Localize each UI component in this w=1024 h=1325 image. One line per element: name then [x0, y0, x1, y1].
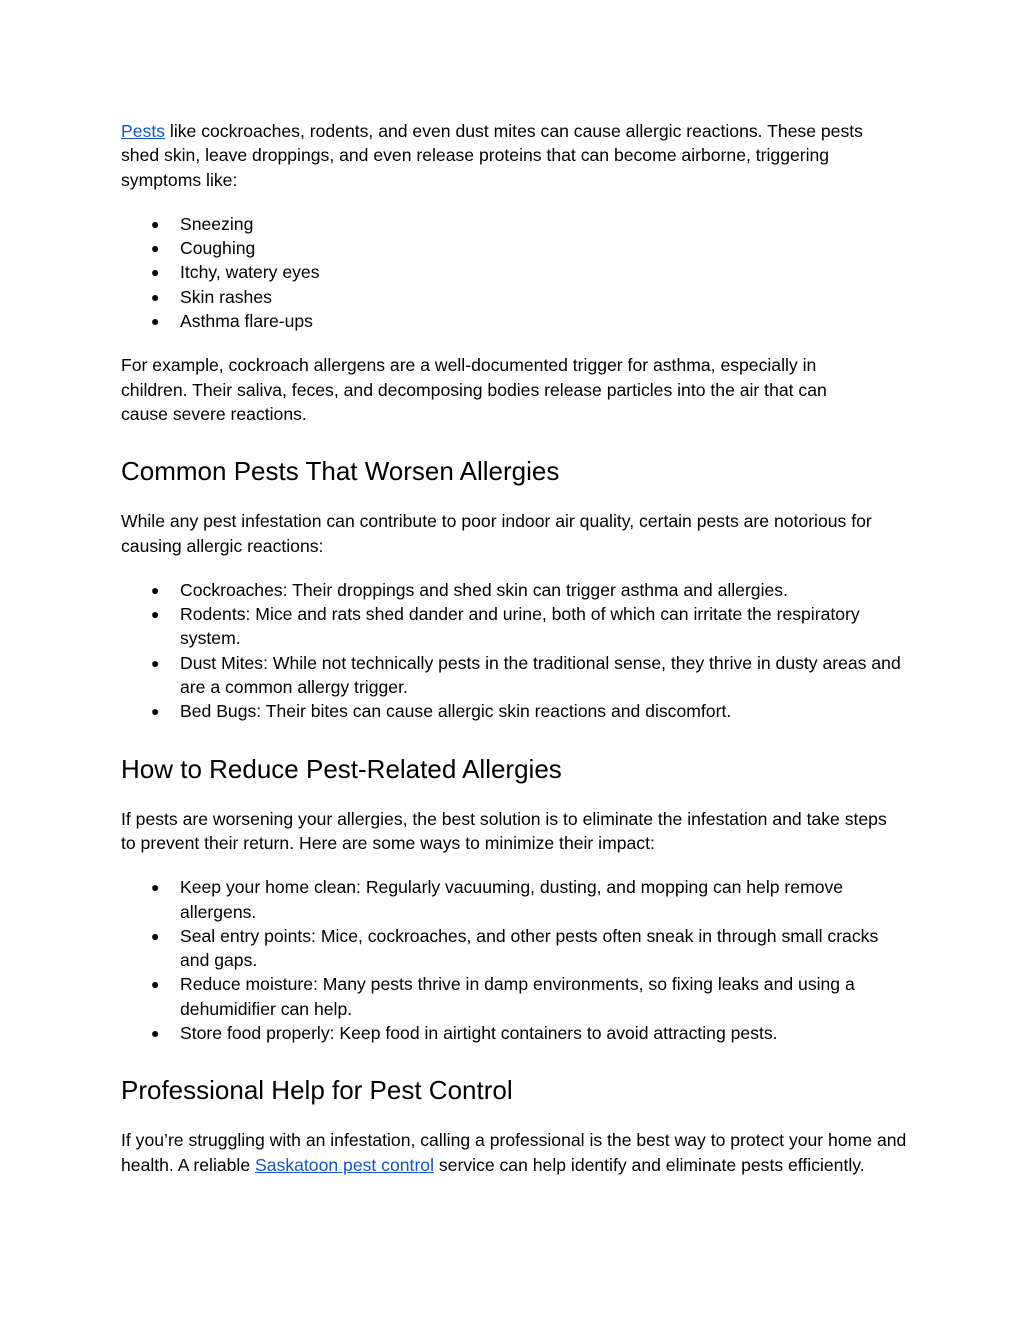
- professional-help-paragraph: If you’re struggling with an infestation, calling a professional is the best way to protect your home and health. A reliable Saskatoon pest control service can help identify and eliminate pests efficiently.: [121, 1130, 907, 1175]
- bullet-icon: ●: [151, 606, 160, 623]
- common-pests-paragraph: While any pest infestation can contribute to poor indoor air quality, certain pests are notorious for causing allergic reactions:: [121, 511, 872, 556]
- list-item: ● Rodents: Mice and rats shed dander and urine, both of which can irritate the respiratory system.: [151, 604, 860, 649]
- intro-text: like cockroaches, rodents, and even dust mites can cause allergic reactions. These pests shed skin, leave droppings, and even release proteins that can become airborne, triggering symptoms like:: [121, 121, 863, 190]
- list-item: ● Dust Mites: While not technically pests in the traditional sense, they thrive in dusty areas and are a common allergy trigger.: [151, 652, 901, 698]
- list-item: ● Coughing: [121, 236, 911, 260]
- bullet-icon: ●: [151, 215, 160, 232]
- symptoms-list: [121, 212, 911, 333]
- intro-paragraph: [121, 119, 903, 192]
- list-item: ● Itchy, watery eyes: [121, 260, 911, 284]
- list-item: ● Seal entry points: Mice, cockroaches, and other pests often sneak in through small cracks and gaps.: [151, 925, 879, 971]
- bullet-icon: ●: [151, 1025, 160, 1042]
- section-heading-common-pests: Common Pests That Worsen Allergies: [121, 456, 560, 487]
- bullet-icon: ●: [151, 313, 160, 330]
- reduce-allergies-paragraph: If pests are worsening your allergies, the best solution is to eliminate the infestation and take steps to prevent their return. Here are some ways to minimize their impact:: [121, 808, 887, 853]
- saskatoon-pest-control-link[interactable]: Saskatoon pest control: [255, 1154, 434, 1175]
- section-heading-reduce-allergies: How to Reduce Pest-Related Allergies: [121, 753, 562, 784]
- bullet-icon: ●: [151, 976, 160, 993]
- bullet-icon: ●: [151, 879, 160, 896]
- bullet-icon: ●: [151, 703, 160, 720]
- list-item: ● Cockroaches: Their droppings and shed skin can trigger asthma and allergies.: [121, 578, 911, 602]
- pests-link[interactable]: Pests: [121, 121, 166, 141]
- example-paragraph: For example, cockroach allergens are a well-documented trigger for asthma, especially in children. Their saliva, feces, and decomposing bodies release particles into the air that can cause severe reactions.: [121, 355, 827, 424]
- bullet-icon: ●: [151, 927, 160, 944]
- bullet-icon: ●: [151, 264, 160, 281]
- common-pests-list: [121, 578, 911, 724]
- bullet-icon: ●: [151, 581, 160, 598]
- list-item: ● Store food properly: Keep food in airtight containers to avoid attracting pests.: [121, 1021, 901, 1045]
- list-item: ● Skin rashes: [121, 285, 911, 309]
- bullet-icon: ●: [151, 288, 160, 305]
- list-item: ● Keep your home clean: Regularly vacuuming, dusting, and mopping can help remove allergens.: [151, 877, 844, 922]
- list-item: ● Reduce moisture: Many pests thrive in damp environments, so fixing leaks and using a dehumidifier can help.: [151, 974, 855, 1019]
- list-item: ● Bed Bugs: Their bites can cause allergic skin reactions and discomfort.: [121, 699, 911, 723]
- list-item: ● Asthma flare-ups: [121, 309, 911, 333]
- list-item: ● Sneezing: [121, 212, 911, 236]
- bullet-icon: ●: [151, 654, 160, 671]
- document-page: [121, 119, 911, 1177]
- reduce-allergies-list: [121, 875, 901, 1045]
- section-heading-professional-help: Professional Help for Pest Control: [121, 1075, 513, 1106]
- bullet-icon: ●: [151, 240, 160, 257]
